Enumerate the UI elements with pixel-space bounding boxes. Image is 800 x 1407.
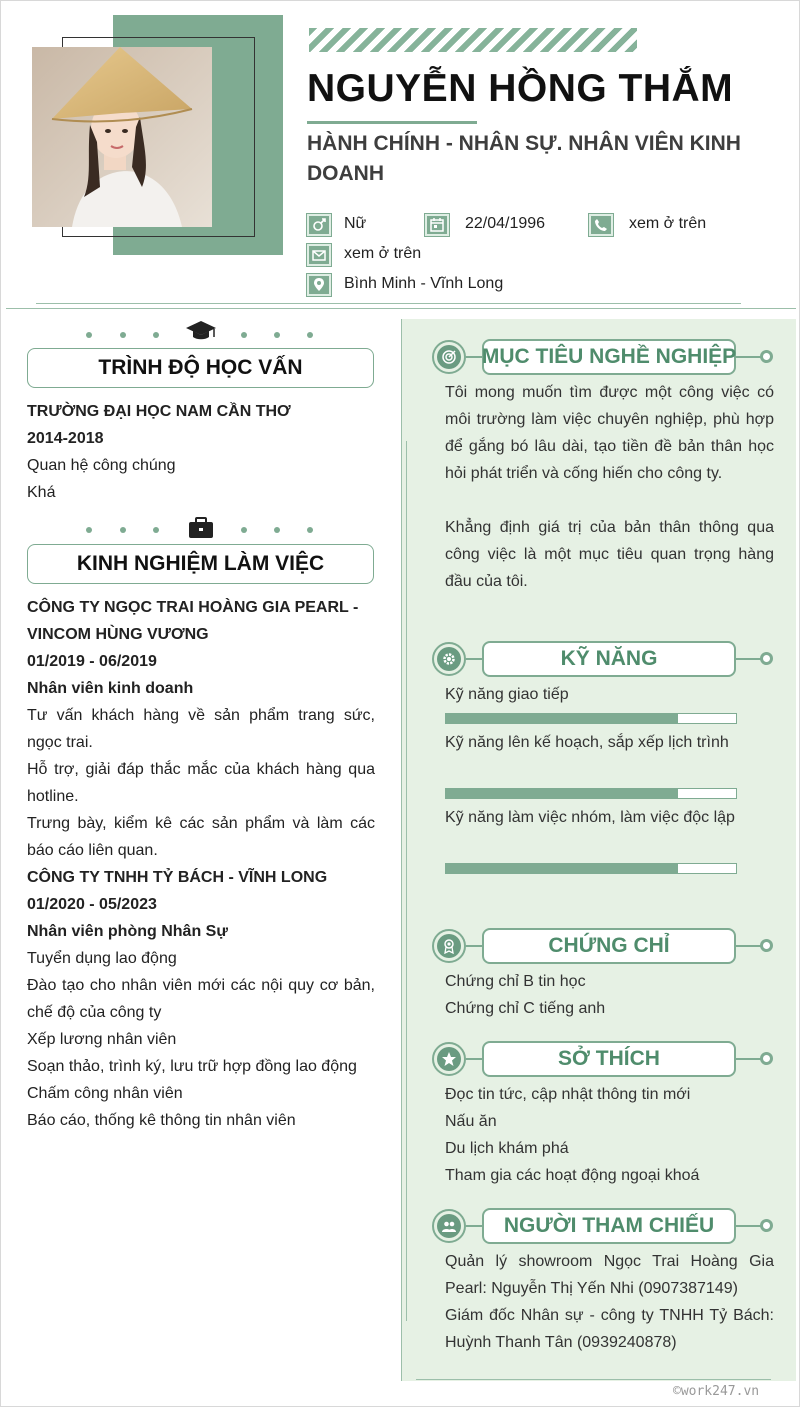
job-role: Nhân viên phòng Nhân Sự [27,923,228,940]
job-duty: Báo cáo, thống kê thông tin nhân viên [27,1112,296,1129]
skills-end-dot [760,652,773,665]
gender-icon [307,214,331,236]
skills-connector [736,658,762,660]
education-title: TRÌNH ĐỘ HỌC VẤN [27,348,374,388]
email-icon [307,244,331,266]
job-duty: Chấm công nhân viên [27,1085,183,1102]
calendar-icon [425,214,449,236]
skill-bar [445,788,737,799]
objective-text: Tôi mong muốn tìm được một công việc có môi trường làm việc chuyên nghiệp, phù hợp để gắng bó lâu dài, tạo tiền đề bản thân học hỏi phát triển và cống hiến cho công ty. [445,384,774,482]
job-duty: Trưng bày, kiểm kê các sản phẩm và làm các báo cáo liên quan. [27,815,375,859]
hobby-item: Đọc tin tức, cập nhật thông tin mới [445,1086,691,1103]
experience-title: KINH NGHIỆM LÀM VIỆC [27,544,374,584]
phone-icon [589,214,613,236]
job-period: 01/2020 - 05/2023 [27,896,157,913]
hobby-item: Du lịch khám phá [445,1140,569,1157]
objective-text: Khẳng định giá trị của bản thân thông qua công việc là một mục tiêu quan trọng hàng đầu của tôi. [445,519,774,590]
skill-bar-fill [446,864,678,873]
address-value: Bình Minh - Vĩnh Long [344,275,504,292]
job-company: CÔNG TY TNHH TỶ BÁCH - VĨNH LONG [27,869,328,886]
hobbies-connector [736,1058,762,1060]
hobby-item: Nấu ăn [445,1113,497,1130]
skill-name: Kỹ năng giao tiếp [445,686,569,703]
education-school: TRƯỜNG ĐẠI HỌC NAM CẦN THƠ [27,403,291,420]
right-panel-bottom-line [416,1379,771,1380]
header-divider [6,308,796,309]
skills-title: KỸ NĂNG [482,641,736,677]
column-separator [406,441,407,1321]
objective-badge [432,340,466,374]
objective-end-dot [760,350,773,363]
watermark: ©work247.vn [673,1384,760,1399]
skill-bar-fill [446,789,678,798]
users-icon [437,1214,461,1238]
reference-item: Quản lý showroom Ngọc Trai Hoàng Gia Pearl: Nguyễn Thị Yến Nhi (0907387149) [445,1253,774,1297]
certificates-title: CHỨNG CHỈ [482,928,736,964]
graduation-cap-icon [185,319,217,343]
skills-badge [432,642,466,676]
job-duty: Xếp lương nhân viên [27,1031,177,1048]
gender-value: Nữ [344,215,367,232]
name-underline [307,121,477,124]
birthday-value: 22/04/1996 [465,215,546,232]
certificates-end-dot [760,939,773,952]
references-end-dot [760,1219,773,1232]
job-company: CÔNG TY NGỌC TRAI HOÀNG GIA PEARL - VINCOM HÙNG VƯƠNG [27,599,359,643]
gear-icon [437,647,461,671]
skill-bar [445,863,737,874]
header-line [36,303,741,304]
education-grade: Khá [27,484,56,501]
hobbies-title: SỞ THÍCH [482,1041,736,1077]
job-duty: Tuyển dụng lao động [27,950,177,967]
candidate-position: HÀNH CHÍNH - NHÂN SỰ. NHÂN VIÊN KINH DOANH [307,132,741,185]
briefcase-icon [188,516,214,540]
skill-name: Kỹ năng làm việc nhóm, làm việc độc lập [445,809,735,826]
phone-value: xem ở trên [629,215,707,232]
hobbies-badge [432,1042,466,1076]
header-stripes [309,28,637,52]
skill-name: Kỹ năng lên kế hoạch, sắp xếp lịch trình [445,734,729,751]
medal-icon [437,934,461,958]
job-duty: Đào tạo cho nhân viên mới các nội quy cơ bản, chế độ của công ty [27,977,375,1021]
references-connector [736,1225,762,1227]
skill-bar [445,713,737,724]
job-period: 01/2019 - 06/2019 [27,653,157,670]
reference-item: Giám đốc Nhân sự - công ty TNHH Tỷ Bách: Huỳnh Thanh Tân (0939240878) [445,1307,774,1351]
education-years: 2014-2018 [27,430,104,447]
profile-photo [32,47,212,227]
location-icon [307,274,331,296]
certificate-item: Chứng chỉ C tiếng anh [445,1000,606,1017]
job-duty: Soạn thảo, trình ký, lưu trữ hợp đồng lao động [27,1058,357,1075]
hobbies-end-dot [760,1052,773,1065]
candidate-name: NGUYỄN HỒNG THẮM [307,67,734,110]
job-role: Nhân viên kinh doanh [27,680,194,697]
certificates-badge [432,929,466,963]
objective-connector [736,356,762,358]
job-duty: Tư vấn khách hàng về sản phẩm trang sức, ngọc trai. [27,707,375,751]
star-icon [437,1047,461,1071]
objective-title: MỤC TIÊU NGHỀ NGHIỆP [482,339,736,375]
references-title: NGƯỜI THAM CHIẾU [482,1208,736,1244]
education-major: Quan hệ công chúng [27,457,176,474]
job-duty: Hỗ trợ, giải đáp thắc mắc của khách hàng qua hotline. [27,761,375,805]
certificates-connector [736,945,762,947]
certificate-item: Chứng chỉ B tin học [445,973,586,990]
references-badge [432,1209,466,1243]
skill-bar-fill [446,714,678,723]
email-value: xem ở trên [344,245,422,262]
hobby-item: Tham gia các hoạt động ngoại khoá [445,1167,700,1184]
